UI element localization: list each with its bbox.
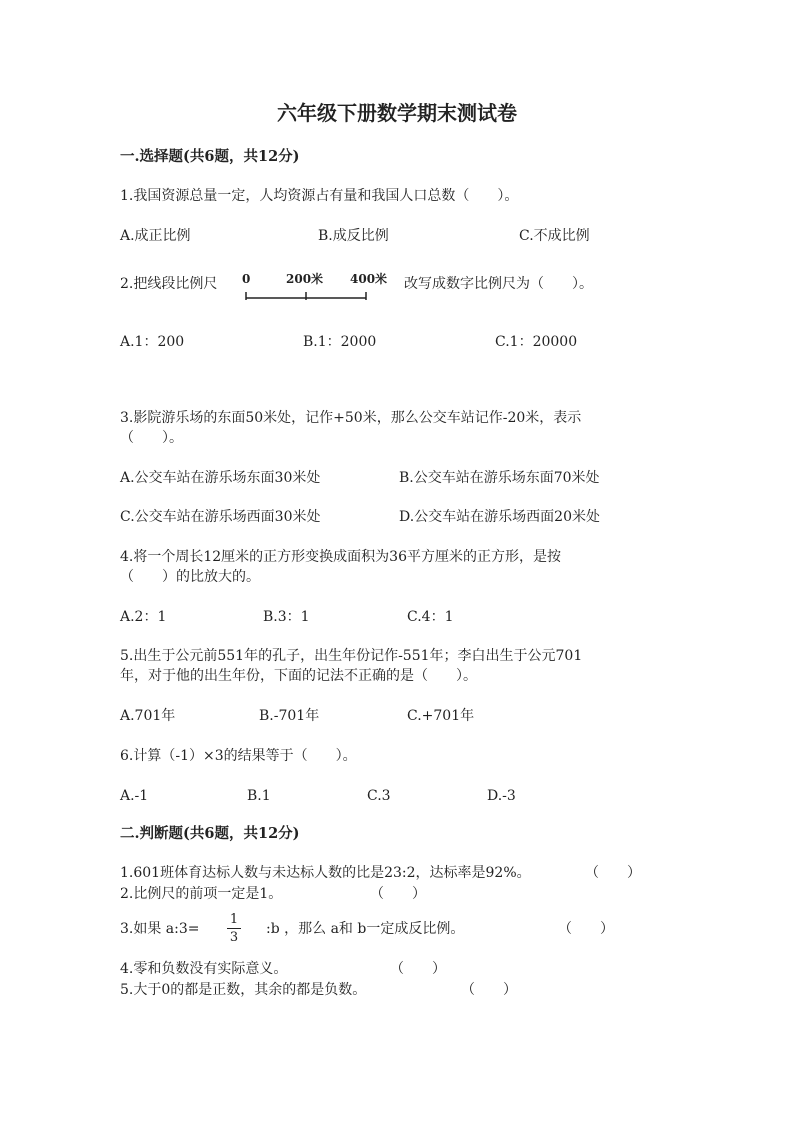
- fraction-denominator: 3: [229, 930, 239, 945]
- scale-label-400: 400米: [350, 272, 388, 286]
- question-4-option-c: C.4：1: [407, 609, 454, 625]
- question-3-option-d: D.公交车站在游乐场西面20米处: [399, 509, 600, 525]
- page-title: 六年级下册数学期末测试卷: [277, 101, 517, 125]
- question-1-option-c: C.不成比例: [519, 228, 590, 244]
- question-5-option-c: C.+701年: [407, 708, 475, 724]
- question-5-option-a: A.701年: [120, 708, 176, 724]
- question-5-stem-line1: 5.出生于公元前551年的孔子，出生年份记作-551年；李白出生于公元701: [120, 648, 583, 664]
- judgement-3-text-before: 3.如果 a:3=: [120, 921, 200, 937]
- fraction-bar: [227, 928, 241, 929]
- scale-label-200: 200米: [286, 272, 324, 286]
- judgement-3-blank: （ ）: [558, 921, 614, 937]
- judgement-1-text: 1.601班体育达标人数与未达标人数的比是23:2，达标率是92%。: [120, 865, 531, 881]
- question-3-stem-line2: （ ）。: [120, 430, 183, 446]
- judgement-4-text: 4.零和负数没有实际意义。: [120, 961, 288, 977]
- judgement-1-blank: （ ）: [585, 865, 641, 881]
- question-6-stem: 6.计算（-1）×3的结果等于（ ）。: [120, 748, 357, 764]
- question-2-option-a: A.1：200: [120, 334, 185, 350]
- question-1-option-a: A.成正比例: [120, 228, 191, 244]
- question-5-stem-line2: 年，对于他的出生年份，下面的记法不正确的是（ ）。: [120, 668, 477, 684]
- question-3-option-a: A.公交车站在游乐场东面30米处: [120, 470, 321, 486]
- question-6-option-b: B.1: [247, 788, 271, 804]
- question-1-stem: 1.我国资源总量一定，人均资源占有量和我国人口总数（ ）。: [120, 188, 519, 204]
- question-4-option-a: A.2：1: [120, 609, 167, 625]
- question-4-stem-line1: 4.将一个周长12厘米的正方形变换成面积为36平方厘米的正方形，是按: [120, 549, 561, 565]
- scale-label-0: 0: [242, 272, 251, 286]
- question-5-option-b: B.-701年: [259, 708, 320, 724]
- section-heading-choice: 一.选择题(共6题，共12分): [120, 148, 300, 165]
- section-heading-judgement: 二.判断题(共6题，共12分): [120, 825, 300, 842]
- fraction-numerator: 1: [229, 912, 239, 927]
- question-2-stem-after: 改写成数字比例尺为（ ）。: [404, 276, 593, 292]
- question-2-option-c: C.1：20000: [495, 334, 578, 350]
- judgement-5-blank: （ ）: [461, 982, 517, 998]
- question-1-option-b: B.成反比例: [318, 228, 389, 244]
- question-3-stem-line1: 3.影院游乐场的东面50米处，记作+50米，那么公交车站记作-20米，表示: [120, 410, 582, 426]
- question-3-option-b: B.公交车站在游乐场东面70米处: [399, 470, 600, 486]
- judgement-4-blank: （ ）: [390, 961, 446, 977]
- fraction-one-third: [225, 912, 243, 945]
- scale-ruler-line: [242, 272, 392, 304]
- question-6-option-a: A.-1: [120, 788, 149, 804]
- question-3-option-c: C.公交车站在游乐场西面30米处: [120, 509, 321, 525]
- question-2-stem-before: 2.把线段比例尺: [120, 276, 218, 292]
- judgement-5-text: 5.大于0的都是正数，其余的都是负数。: [120, 982, 367, 998]
- question-6-option-c: C.3: [367, 788, 391, 804]
- question-2-option-b: B.1：2000: [303, 334, 377, 350]
- question-6-option-d: D.-3: [487, 788, 516, 804]
- judgement-3-text-after: :b ，那么 a和 b一定成反比例。: [266, 921, 465, 937]
- question-4-option-b: B.3：1: [263, 609, 310, 625]
- question-4-stem-line2: （ ）的比放大的。: [120, 569, 260, 585]
- judgement-2-blank: （ ）: [370, 886, 426, 902]
- line-segment-scale: [242, 272, 392, 304]
- judgement-2-text: 2.比例尺的前项一定是1。: [120, 886, 283, 902]
